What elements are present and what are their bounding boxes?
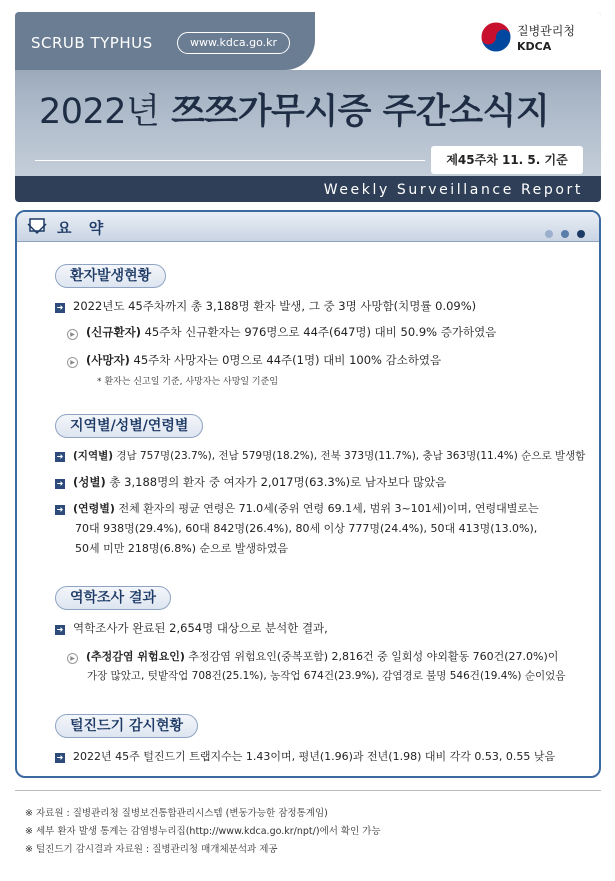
arrow-icon: ➜ xyxy=(56,505,64,514)
title-main: 쯔쯔가무시증 주간소식지 xyxy=(171,92,550,132)
title-year: 2022년 xyxy=(39,92,160,132)
dot-icon xyxy=(561,230,569,238)
epidemiology-risk-line2: 가장 많았고, 텃밭작업 708건(25.1%), 농작업 674건(23.9%), 감염경로 불명 546건(19.4%) 순이었음 xyxy=(87,670,566,682)
occurrence-new-cases: ▶ (신규환자) 45주차 신규환자는 976명으로 44주(647명) 대비 50.9% 증가하였음 xyxy=(67,324,496,341)
demographics-sex: ➜ (성별) 총 3,188명의 환자 중 여자가 2,017명(63.3%)로 남자보다 많았음 xyxy=(56,475,447,489)
summary-title: 요 약 xyxy=(57,219,110,237)
document-icon xyxy=(27,218,47,236)
report-label: Weekly Surveillance Report xyxy=(323,182,583,198)
demographics-age-line3: 50세 미만 218명(6.8%) 순으로 발생하였음 xyxy=(75,542,289,555)
taegeuk-icon xyxy=(479,20,513,54)
arrow-icon: ➜ xyxy=(56,452,64,461)
arrow-icon: ➜ xyxy=(56,479,64,488)
week-badge: 제45주차 11. 5. 기준 xyxy=(431,146,583,174)
org-name: 질병관리청 xyxy=(517,24,575,38)
occurrence-note: * 환자는 신고일 기준, 사망자는 사망일 기준임 xyxy=(97,377,279,387)
play-icon: ▶ xyxy=(67,329,78,340)
play-icon: ▶ xyxy=(67,653,78,664)
occurrence-main: ➜ 2022년도 45주차까지 총 3,188명 환자 발생, 그 중 3명 사망함(치명률 0.09%) xyxy=(56,299,477,313)
section-epidemiology: 역학조사 결과 xyxy=(55,586,171,610)
occurrence-deaths: ▶ (사망자) 45주차 사망자는 0명으로 44주(1명) 대비 100% 감소하였음 xyxy=(67,352,441,369)
series-label: SCRUB TYPHUS xyxy=(31,34,153,52)
header-banner xyxy=(15,12,601,202)
epidemiology-risk: ▶ (추정감염 위험요인) 추정감염 위험요인(중복포함) 2,816건 중 일회성 야외활동 760건(27.0%)이 xyxy=(67,648,558,665)
kdca-logo xyxy=(479,18,589,62)
page-title xyxy=(39,84,549,134)
epidemiology-main: ➜ 역학조사가 완료된 2,654명 대상으로 분석한 결과, xyxy=(56,621,328,635)
dot-icon xyxy=(545,230,553,238)
arrow-icon: ➜ xyxy=(56,303,64,312)
play-icon: ▶ xyxy=(67,357,78,368)
footnote-details[interactable]: ※ 세부 환자 발생 통계는 감염병누리집(http://www.kdca.go.kr/npt/)에서 확인 가능 xyxy=(25,826,381,837)
demographics-age-line2: 70대 938명(29.4%), 60대 842명(26.4%), 80세 이상 777명(24.4%), 50대 413명(13.0%), xyxy=(75,522,538,535)
summary-box xyxy=(15,210,601,778)
title-divider xyxy=(35,160,425,161)
dot-icon xyxy=(577,230,585,238)
footnote-source: ※ 자료원 : 질병관리청 질병보건통합관리시스템 (변동가능한 잠정통계임) xyxy=(25,808,328,819)
website-url[interactable]: www.kdca.go.kr xyxy=(177,32,290,54)
demographics-region: ➜ (지역별) 경남 757명(23.7%), 전남 579명(18.2%), 전북 373명(11.7%), 충남 363명(11.4%) 순으로 발생함 xyxy=(56,450,586,462)
mites-main: ➜ 2022년 45주 털진드기 트랩지수는 1.43이며, 평년(1.96)과 전년(1.98) 대비 각각 0.53, 0.55 낮음 xyxy=(56,750,556,763)
arrow-icon: ➜ xyxy=(56,753,64,762)
section-demographics: 지역별/성별/연령별 xyxy=(55,414,203,438)
decor-dots xyxy=(542,223,585,242)
arrow-icon: ➜ xyxy=(56,625,64,634)
demographics-age: ➜ (연령별) 전체 환자의 평균 연령은 71.0세(중위 연령 69.1세, 범위 3~101세)이며, 연령대별로는 xyxy=(56,502,539,515)
section-occurrence: 환자발생현황 xyxy=(55,264,166,288)
summary-header xyxy=(17,212,599,242)
footnote-mites-source: ※ 털진드기 감시결과 자료원 : 질병관리청 매개체분석과 제공 xyxy=(25,844,278,855)
section-mites: 털진드기 감시현황 xyxy=(55,714,198,738)
org-abbr: KDCA xyxy=(517,40,552,53)
footnotes xyxy=(15,790,601,862)
